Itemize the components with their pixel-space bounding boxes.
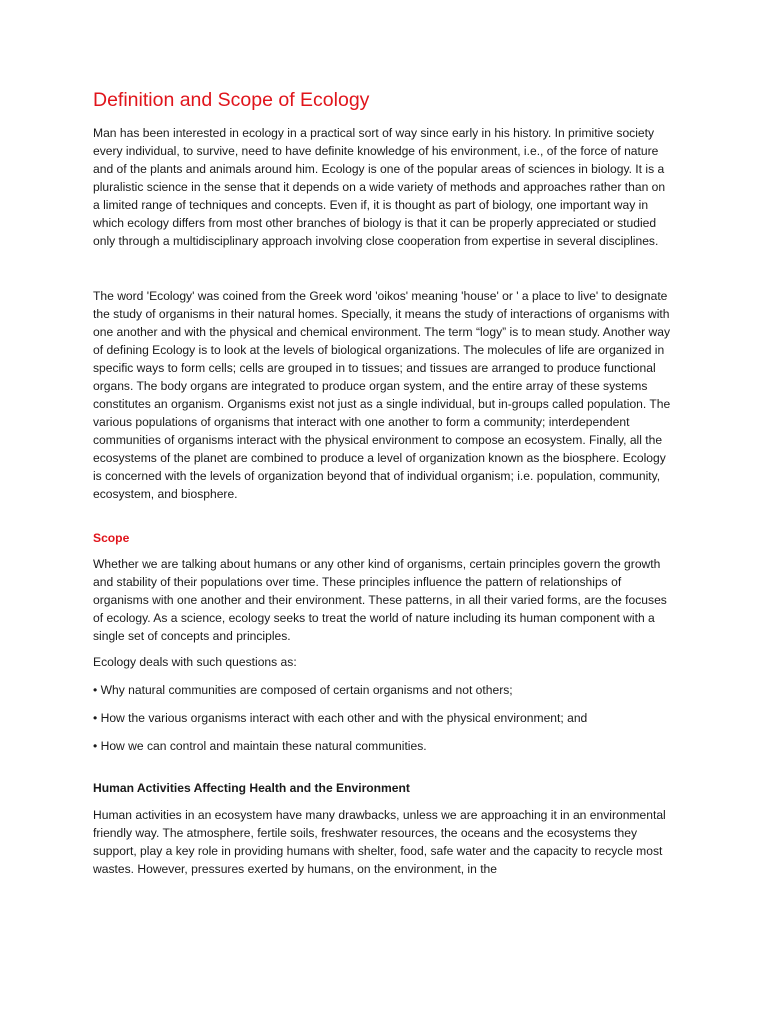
bullet-item: • How we can control and maintain these natural communities. (93, 739, 427, 753)
etymology-paragraph: The word 'Ecology' was coined from the Greek word 'oikos' meaning 'house' or ' a place to live' to designate the study of organisms in their natural homes. Specially, it means the study of interactions of organisms with one another and with the physical and chemical environment. The term “logy” is to mean study. Another way of defining Ecology is to look at the levels of biological organizations. The molecules of life are organized in specific ways to form cells; cells are grouped in to tissues; and tissues are arranged to produce functional organs. The body organs are integrated to produce organ system, and the entire array of these systems constitutes an organism. Organisms exist not just as a single individual, but in-groups called population. The various populations of organisms that interact with one another to form a community; interdependent communities of organisms interact with the physical environment to compose an ecosystem. Finally, all the ecosystems of the planet are combined to produce a level of organization known as the biosphere. Ecology is concerned with the levels of organization beyond that of individual organism; i.e. population, community, ecosystem, and biosphere. (93, 289, 671, 501)
spacer (93, 727, 672, 737)
spacer (93, 503, 672, 529)
spacer (93, 699, 672, 709)
scope-paragraph: Whether we are talking about humans or any other kind of organisms, certain principles govern the growth and stability of their populations over time. These principles influence the pattern of relationships of organisms with one another and their environment. These patterns, in all their varied forms, are the focuses of ecology. As a science, ecology seeks to treat the world of nature including its human component with a single set of concepts and principles. (93, 557, 667, 643)
bullet-item: • How the various organisms interact with each other and with the physical environment; and (93, 711, 588, 725)
questions-intro: Ecology deals with such questions as: (93, 655, 297, 669)
spacer (93, 755, 672, 779)
human-activities-heading: Human Activities Affecting Health and the Environment (93, 781, 410, 795)
intro-paragraph: Man has been interested in ecology in a practical sort of way since early in his history. In primitive society every individual, to survive, need to have definite knowledge of his environment, i.e., of the force of nature and of the plants and animals around him. Ecology is one of the popular areas of sciences in biology. It is a pluralistic science in the sense that it depends on a wide variety of methods and approaches rather than on a limited range of techniques and concepts. Even if, it is thought as part of biology, one important way in which ecology differs from most other branches of biology is that it can be properly appreciated or studied only through a multidisciplinary approach involving close cooperation from expertise in several disciplines. (93, 126, 666, 248)
page-title: Definition and Scope of Ecology (93, 89, 370, 111)
scope-heading: Scope (93, 531, 130, 545)
spacer (93, 250, 672, 287)
spacer (93, 645, 672, 653)
spacer (93, 671, 672, 681)
human-activities-paragraph: Human activities in an ecosystem have many drawbacks, unless we are approaching it in an environmental friendly way. The atmosphere, fertile soils, freshwater resources, the oceans and the ecosystems they support, play a key role in providing humans with shelter, food, safe water and the capacity to recycle most wastes. However, pressures exerted by humans, on the environment, in the (93, 808, 666, 876)
bullet-item: • Why natural communities are composed of certain organisms and not others; (93, 683, 513, 697)
